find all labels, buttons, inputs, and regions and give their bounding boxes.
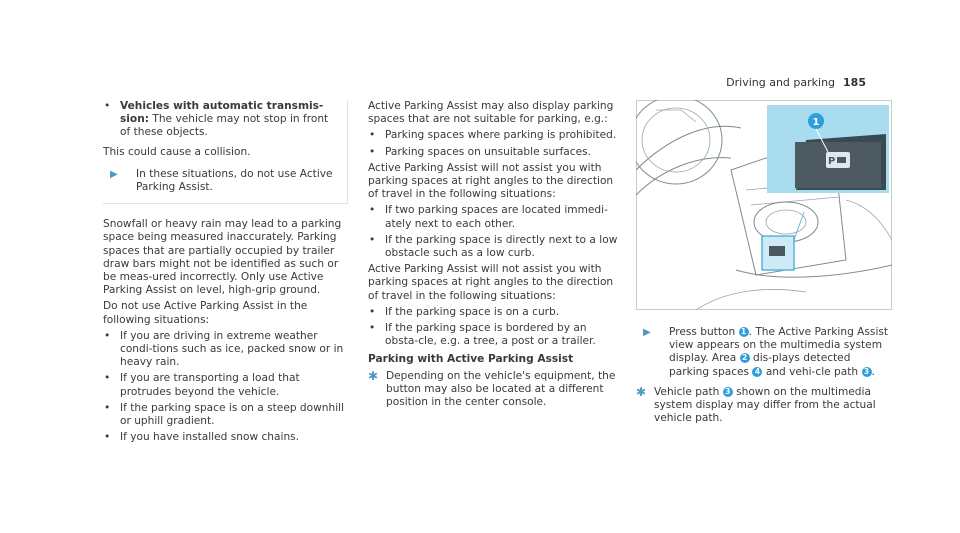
warning-consequence: This could cause a collision. [103, 145, 251, 158]
bullet-dot: • [104, 100, 111, 112]
list-item: • Parking spaces where parking is prohibited. [369, 129, 617, 142]
column-1 [103, 100, 348, 444]
callout-badge: 1 [739, 327, 749, 337]
callout-badge: 3 [723, 387, 733, 397]
note-text: Depending on the vehicle's equipment, the button may also be located at a different position in the center console. [386, 369, 616, 409]
page-header [726, 76, 866, 89]
list-item: • If you have installed snow chains. [104, 431, 300, 444]
warning-action [103, 168, 335, 194]
list-item: • If the parking space is directly next to a low obstacle such as a low curb. [369, 233, 618, 260]
list-item: • If the parking space is on a curb. [369, 305, 560, 318]
list-item: • If you are transporting a load that protrudes beyond the vehicle. [104, 372, 300, 398]
warning-box [103, 100, 348, 204]
list-item: • If the parking space is bordered by an obsta-cle, e.g. a tree, a post or a trailer. [369, 322, 596, 348]
note-text: Vehicle path 3 shown on the multimedia system display may differ from the actual vehicle path. [654, 385, 876, 425]
action-step [636, 326, 892, 379]
svg-text:P: P [828, 156, 836, 167]
list-item: • If you are driving in extreme weather condi-tions such as ice, packed snow or in heavy rain. [104, 329, 344, 369]
paragraph: Active Parking Assist may also display parking spaces that are not suitable for parking, e.g.: [368, 100, 614, 126]
note [636, 386, 892, 426]
callout-badge: 4 [752, 367, 762, 377]
paragraph: Snowfall or heavy rain may lead to a parking space being measured inaccurately. Parking spaces that are partially occupied by trailer draw bars might not be identified as such or be meas-ured incorrectly. Only use Active Parking Assist on level, high-grip ground. [103, 218, 342, 297]
warning-bullet [103, 100, 335, 140]
info-icon: ✱ [636, 384, 647, 399]
paragraph: Active Parking Assist will not assist you with parking spaces at right angles to the direction of travel in the following situations: [368, 263, 614, 302]
center-console-figure [636, 100, 892, 310]
list-item: • If the parking space is on a steep downhill or uphill gradient. [104, 401, 345, 428]
warning-action-text: In these situations, do not use Active Parking Assist. [136, 167, 333, 194]
page-number: 185 [843, 76, 866, 89]
paragraph: Do not use Active Parking Assist in the following situations: [103, 300, 308, 326]
section-heading: Parking with Active Parking Assist [368, 353, 574, 366]
callout-badge: 3 [862, 367, 872, 377]
action-text: Press button 1 . The Active Parking Assist view appears on the multimedia system display. Area 2 dis-plays detected parking spaces 4 and vehi-cle path 3 . [669, 326, 889, 378]
column-3 [636, 100, 892, 425]
figure-callout-1: 1 [812, 117, 820, 128]
action-arrow-icon: ▶ [110, 168, 118, 180]
section-title: Driving and parking [726, 76, 836, 89]
paragraph: Active Parking Assist will not assist you with parking spaces at right angles to the direction of travel in the following situations: [368, 161, 614, 201]
column-2 [368, 100, 620, 409]
list-item: • If two parking spaces are located immedi-ately next to each other. [369, 204, 608, 230]
list-item: • Parking spaces on unsuitable surfaces. [369, 145, 592, 158]
info-icon: ✱ [368, 368, 379, 383]
callout-badge: 2 [740, 353, 750, 363]
warning-bullet-bold: Vehicles with automatic transmis-sion: [120, 100, 324, 126]
action-arrow-icon: ▶ [643, 327, 651, 338]
note [368, 370, 620, 410]
warning-bullet-text: The vehicle may not stop in front of these objects. [120, 113, 329, 139]
